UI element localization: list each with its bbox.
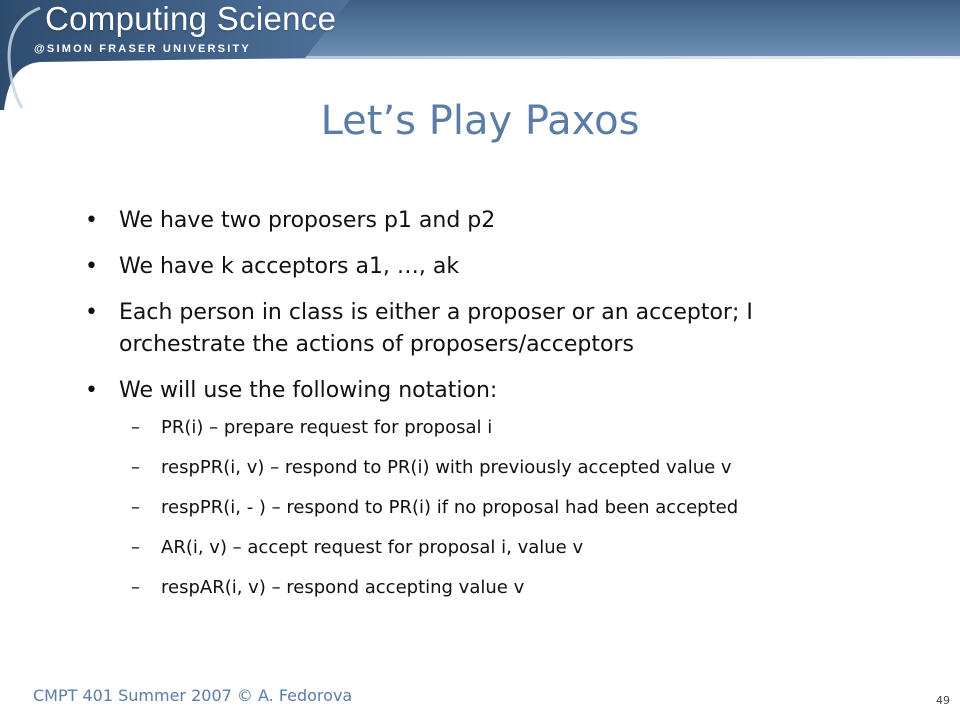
sub-item	[85, 575, 885, 601]
bullet-item	[85, 205, 885, 237]
dash-icon: –	[131, 537, 140, 558]
bullet-text: We will use the following notation:	[119, 378, 498, 403]
dash-icon: –	[131, 417, 140, 438]
sub-item	[85, 495, 885, 521]
dash-icon: –	[131, 457, 140, 478]
sub-item-text: PR(i) – prepare request for proposal i	[161, 417, 493, 438]
footer-text: CMPT 401 Summer 2007 © A. Fedorova	[33, 686, 353, 705]
dash-icon: –	[131, 577, 140, 598]
sub-item-text: respPR(i, - ) – respond to PR(i) if no proposal had been accepted	[161, 497, 739, 518]
bullet-icon: •	[85, 208, 98, 233]
sub-item	[85, 415, 885, 441]
bullet-text: We have two proposers p1 and p2	[119, 208, 496, 233]
sub-item	[85, 535, 885, 561]
sub-item	[85, 455, 885, 481]
slide-title: Let’s Play Paxos	[320, 98, 640, 144]
slide-content	[85, 205, 885, 615]
sub-item-text: respAR(i, v) – respond accepting value v	[161, 577, 525, 598]
bullet-item	[85, 251, 885, 283]
logo-title: Computing Science	[45, 0, 337, 37]
logo-subtitle: @SIMON FRASER UNIVERSITY	[34, 43, 251, 55]
page-number: 49	[936, 694, 950, 707]
dash-icon: –	[131, 497, 140, 518]
bullet-text: We have k acceptors a1, …, ak	[119, 254, 460, 279]
bullet-item	[85, 297, 885, 361]
bullet-text: Each person in class is either a proposer or an acceptor; I orchestrate the actions of proposers/acceptors	[119, 300, 753, 357]
sub-item-text: AR(i, v) – accept request for proposal i, value v	[161, 537, 584, 558]
sub-item-text: respPR(i, v) – respond to PR(i) with previously accepted value v	[161, 457, 732, 478]
bullet-icon: •	[85, 378, 98, 403]
bullet-icon: •	[85, 254, 98, 279]
bullet-icon: •	[85, 300, 98, 325]
bullet-item	[85, 375, 885, 407]
